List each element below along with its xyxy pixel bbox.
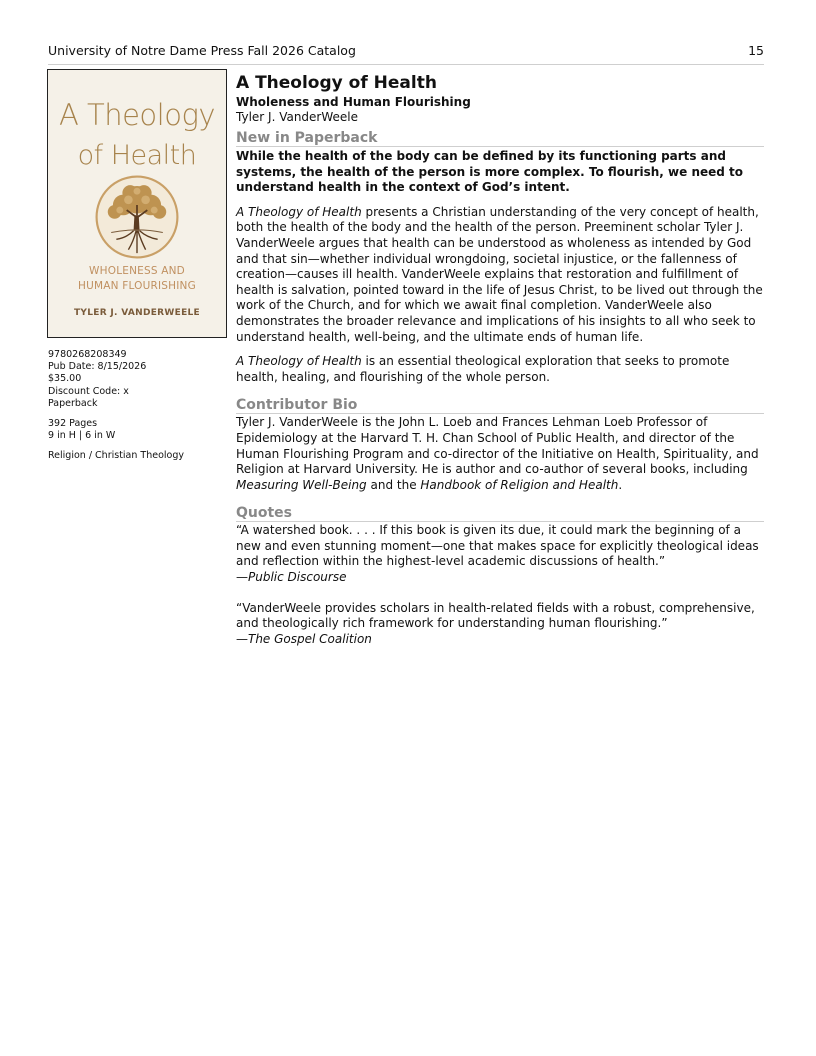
- cover-author: TYLER J. VANDERWEELE: [73, 308, 200, 318]
- book-subtitle: Wholeness and Human Flourishing: [236, 95, 471, 109]
- book-details: [236, 72, 764, 647]
- quote-source: —The Gospel Coalition: [236, 631, 372, 646]
- page-header: [48, 43, 764, 65]
- quote-text: “A watershed book. . . . If this book is given its due, it could mark the beginning of a new and even stunning moment—one that makes space for explicitly theological ideas and reflection within the highest-level academic discussions of health.”: [236, 523, 759, 569]
- book-title-italic: A Theology of Health: [236, 204, 362, 219]
- book-author: Tyler J. VanderWeele: [236, 110, 359, 124]
- book-reference: Handbook of Religion and Health: [420, 477, 619, 492]
- cover-subtitle-line2: HUMAN FLOURISHING: [78, 280, 196, 292]
- format: Paperback: [48, 397, 98, 409]
- section-heading-new-in-paperback: New in Paperback: [236, 130, 764, 147]
- quote-2: [236, 601, 764, 648]
- description-lead: While the health of the body can be defined by its functioning parts and systems, the health of the person is more complex. To flourish, we need to understand health in the context of God’s intent.: [236, 149, 744, 195]
- quote-1: [236, 523, 764, 585]
- tree-of-life-icon: [94, 174, 180, 260]
- page-count: 392 Pages: [48, 418, 98, 430]
- price: $35.00: [48, 373, 82, 385]
- section-heading-contributor-bio: Contributor Bio: [236, 397, 764, 414]
- dimensions: 9 in H | 6 in W: [48, 430, 116, 442]
- cover-title-line2: of Health: [77, 140, 197, 171]
- cover-subtitle-line1: WHOLENESS AND: [89, 265, 185, 277]
- catalog-title: University of Notre Dame Press Fall 2026 Catalog: [48, 43, 356, 58]
- book-title: A Theology of Health: [236, 73, 437, 93]
- description-paragraph-1: A Theology of Health presents a Christian understanding of the very concept of health, both the health of the body and the health of the person. Preeminent scholar Tyler J. VanderWeele argues that health can be understood as wholeness as intended by God and that sin—whether individual wrongdoing, societal injustice, or the fallenness of creation—causes ill health. VanderWeele explains that restoration and fulfillment of health is salvation, pointed toward in the life of Jesus Christ, to be lived out through the work of the Church, and for which we await final completion. VanderWeele also demonstrates the broader relevance and implications of his insights to all who seek to understand health, well-being, and the ultimate ends of human life.: [236, 204, 763, 344]
- quote-source: —Public Discourse: [236, 570, 347, 585]
- contributor-bio-text: Tyler J. VanderWeele is the John L. Loeb and Frances Lehman Loeb Professor of Epidemiology at the Harvard T. H. Chan School of Public Health, and director of the Human Flourishing Program and co-director of the Initiative on Health, Spirituality, and Religion at Harvard University. He is author and co-author of several books, including Measuring Well-Being and the Handbook of Religion and Health.: [236, 415, 759, 492]
- book-reference: Measuring Well-Being: [236, 477, 367, 492]
- pub-date: Pub Date: 8/15/2026: [48, 361, 147, 373]
- isbn: 9780268208349: [48, 349, 127, 360]
- book-metadata: [48, 349, 226, 463]
- category: Religion / Christian Theology: [48, 450, 185, 462]
- description-paragraph-2: A Theology of Health is an essential theological exploration that seeks to promote health, healing, and flourishing of the whole person.: [236, 354, 730, 384]
- section-heading-quotes: Quotes: [236, 505, 764, 522]
- book-title-italic: A Theology of Health: [236, 354, 362, 369]
- page-number: 15: [748, 43, 764, 58]
- discount-code: Discount Code: x: [48, 385, 129, 397]
- cover-title-line1: A Theology: [58, 98, 216, 132]
- cover-subtitle: [48, 264, 226, 294]
- book-cover: [47, 69, 227, 338]
- quote-text: “VanderWeele provides scholars in health-related fields with a robust, comprehensive, and theologically rich framework for understanding human flourishing.”: [236, 600, 755, 631]
